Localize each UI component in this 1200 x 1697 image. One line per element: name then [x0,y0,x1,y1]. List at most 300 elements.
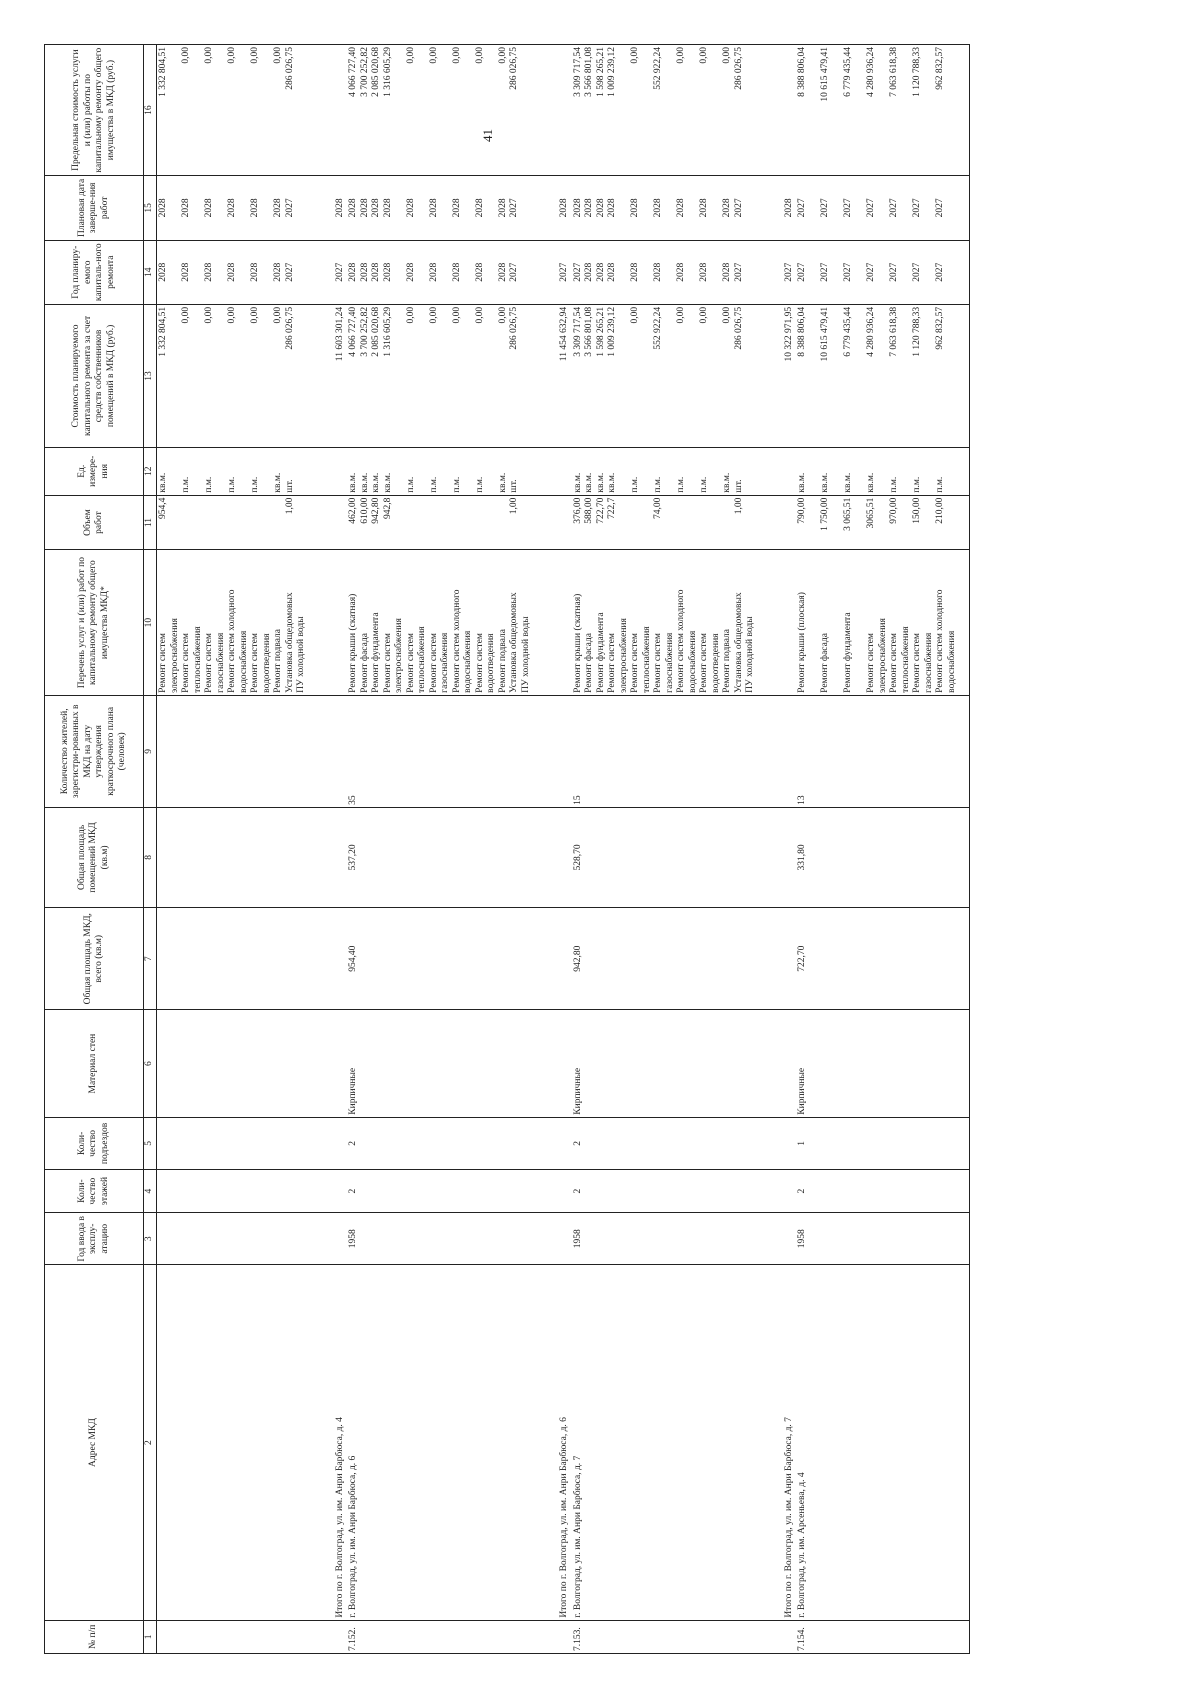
cell-line [855,307,867,445]
cell-line: кв.м. [722,472,732,493]
cell-line [688,307,700,445]
cell-col-15 [796,176,959,240]
cell-line [296,178,308,237]
cell-line: 1 009 239,12 [607,306,617,357]
cell-col-8 [758,807,797,907]
cell-line: 3 566 801,08 [584,47,594,97]
cell-line: 2028 [607,198,617,218]
cell-line: 0,00 [250,47,260,64]
cell-line: 2028 [783,198,794,218]
cell-line: Ремонт подвала [273,629,283,693]
cell-col-16 [533,45,572,176]
column-header-9: Количество жителей, зарегистри-рованных в МКД на дату утверждения краткосрочного плана (человек) [45,695,144,807]
bottom-cell [959,1620,970,1653]
cell-line: п.м. [474,476,485,493]
cell-line: 2028 [158,262,168,282]
cell-col-13 [347,304,533,447]
cell-line: 2028 [595,262,606,282]
cell-line [227,498,239,548]
column-header-10: Перечень услуг и (или) работ по капитальному ремонту общего имущества МКД* [45,550,144,695]
cell-line [855,498,867,548]
cell-line [711,243,723,302]
column-header-5: Коли-чество подъездов [45,1117,144,1169]
cell-line: 790,00 [797,497,807,524]
cell-line: п.м. [405,476,416,493]
total-row [309,45,348,1654]
cell-line: кв.м. [820,472,830,493]
cell-line: Установка общедомовых [284,592,295,693]
column-header-14: Год планиру-емого капиталь-ного ремонта [45,240,144,304]
cell-col-9 [758,695,797,807]
cell-col-4: 2 [347,1170,533,1213]
cell-line: 2027 [572,262,583,282]
table-row [347,45,533,1654]
cell-line [475,498,487,548]
cell-line: ПУ холодной воды [520,616,531,693]
cell-line: теплоснабжения [192,626,203,693]
cell-line [394,47,406,173]
cell-line [665,450,677,493]
cell-line: 962 832,57 [935,306,945,350]
cell-col-14 [758,240,797,304]
bottom-cell [959,304,970,447]
cell-col-3 [533,1213,572,1265]
cell-line [809,450,821,493]
cell-line [688,178,700,237]
cell-line [901,243,913,302]
cell-line: 2028 [405,262,416,282]
cell-col-5: 1 [796,1117,959,1169]
cell-line [832,552,844,692]
header-row [45,45,144,1654]
cell-line: 2028 [722,198,732,218]
cell-col-15 [533,176,572,240]
cell-line [619,243,631,302]
cell-line: 2028 [334,198,345,218]
cell-line [809,243,821,302]
cell-line: 1 598 265,21 [595,47,606,97]
cell-line: 6 779 435,44 [843,47,853,97]
cell-col-10 [572,550,758,695]
cell-line [193,498,205,548]
cell-col-3 [309,1213,348,1265]
cell-line: Ремонт систем [889,633,899,693]
cell-line: 1,00 [509,497,519,515]
cell-line: кв.м. [607,472,617,493]
cell-line: кв.м. [866,472,876,493]
cell-line: г. Волгоград, ул. им. Анри Барбюса, д. 6 [348,1455,358,1618]
cell-line [463,47,475,173]
cell-line: 2028 [158,198,168,218]
cell-line: 0,00 [722,306,732,324]
cell-line: ПУ холодной воды [296,616,306,693]
bottom-cell [959,447,970,495]
cell-line: 2028 [204,198,214,218]
cell-line [440,47,452,173]
cell-line: 0,00 [497,306,508,324]
cell-line: 8 388 806,04 [797,306,807,357]
cell-line: кв.м. [497,472,508,493]
cell-col-16 [572,45,758,176]
cell-col-7 [758,907,797,1009]
cell-line: 2028 [428,262,439,282]
cell-line [498,498,510,548]
cell-line [878,178,890,237]
cell-line: Ремонт систем [699,633,709,693]
column-number-1: 1 [144,1620,157,1653]
cell-line [417,498,429,548]
cell-col-6 [157,1010,309,1117]
cell-line: шт. [733,479,744,493]
cell-line [711,307,723,445]
cell-line [250,498,262,548]
cell-line: п.м. [451,476,462,493]
cell-line: 286 026,75 [509,47,519,90]
cell-line: 2028 [474,262,485,282]
cell-line [711,47,723,173]
cell-line: Установка общедомовых [509,592,519,693]
cell-col-9: 15 [572,695,758,807]
cell-line: водоотведения [486,633,496,693]
cell-line [486,178,498,237]
cell-col-7 [533,907,572,1009]
cell-line [832,307,844,445]
cell-line: Ремонт фундамента [371,612,381,693]
cell-col-16 [347,45,533,176]
column-number-7: 7 [144,907,157,1009]
cell-line: Итого по г. Волгоград, ул. им. Анри Барбюса, д. 7 [783,1417,794,1618]
cell-line: 1 316 605,29 [382,306,393,357]
cell-line: 8 388 806,04 [797,47,807,97]
cell-line: Ремонт систем холодного [935,589,945,693]
cell-line: 2028 [653,198,663,218]
cell-line: 2027 [783,262,794,282]
cell-line: 7 063 618,38 [889,306,899,357]
cell-line: 286 026,75 [284,47,295,90]
cell-line [924,450,936,493]
cell-line: Итого по г. Волгоград, ул. им. Анри Барбюса, д. 4 [334,1417,345,1618]
cell-line: 3 700 252,82 [359,306,370,357]
cell-line [947,307,959,445]
cell-col-5 [309,1117,348,1169]
cell-line: Ремонт фундамента [843,612,853,693]
cell-col-12 [309,447,348,495]
cell-col-9 [157,695,309,807]
cell-line [296,47,308,173]
cell-col-1 [758,1620,797,1653]
cell-line [440,178,452,237]
cell-line: 0,00 [474,306,485,324]
table-row [157,45,309,1654]
cell-col-2 [309,1265,348,1620]
cell-line [947,498,959,548]
cell-line: кв.м. [572,472,583,493]
cell-line: 10 322 971,95 [783,306,794,362]
table-row [796,45,959,1654]
cell-line: 954,4 [158,497,168,519]
cell-line [440,307,452,445]
cell-line [170,450,182,493]
cell-line: 11 454 632,94 [559,306,569,362]
cell-line [901,450,913,493]
cell-line [216,243,228,302]
cell-col-13 [796,304,959,447]
cell-col-11 [796,495,959,550]
cell-line: 0,00 [204,47,214,64]
column-header-3: Год ввода в эксплу-атацию [45,1213,144,1265]
cell-line: ПУ холодной воды [745,616,755,693]
cell-line [394,178,406,237]
cell-line: 1 750,00 [820,497,830,531]
cell-col-13 [533,304,572,447]
cell-line [440,243,452,302]
column-header-15: Плановая дата заверше-ния работ [45,176,144,240]
cell-line [878,307,890,445]
cell-line [619,498,631,548]
cell-line [619,307,631,445]
cell-line: 2028 [699,262,709,282]
cell-line [947,450,959,493]
cell-line [699,498,711,548]
cell-col-8: 331,80 [796,807,959,907]
cell-line: 2028 [405,198,416,218]
cell-line: кв.м. [348,472,358,493]
cell-line: 2028 [382,198,393,218]
cell-line [296,450,308,493]
cell-line [239,498,251,548]
cell-line [417,307,429,445]
column-header-12: Ед. измере-ния [45,447,144,495]
cell-line [878,498,890,548]
cell-line [832,450,844,493]
cell-line: 0,00 [497,47,508,64]
cell-line [665,178,677,237]
cell-line [711,498,723,548]
column-header-8: Общая площадь помещений МКД (кв.м) [45,807,144,907]
cell-col-13 [758,304,797,447]
cell-line: кв.м. [371,472,381,493]
cell-col-8: 528,70 [572,807,758,907]
cell-line [239,450,251,493]
cell-line: 0,00 [181,306,191,324]
cell-line: 2028 [451,198,462,218]
cell-line: Ремонт систем холодного [451,589,462,693]
cell-line: 286 026,75 [733,306,744,350]
cell-line: п.м. [204,476,214,493]
cell-line [440,450,452,493]
cell-col-8 [157,807,309,907]
column-number-8: 8 [144,807,157,907]
cell-col-1 [309,1620,348,1653]
cell-line: 2028 [497,198,508,218]
cell-line: 0,00 [405,306,416,324]
cell-line [463,307,475,445]
cell-line [262,307,274,445]
cell-line: 552 922,24 [653,47,663,90]
cell-line: Ремонт систем [653,633,663,693]
cell-col-2 [758,1265,797,1620]
cell-col-6: Кирпичные [796,1010,959,1117]
cell-col-7: 942,80 [572,907,758,1009]
cell-line [429,498,441,548]
column-number-9: 9 [144,695,157,807]
bottom-cell [959,45,970,176]
total-row [758,45,797,1654]
cell-line: 2028 [359,198,370,218]
cell-line: шт. [509,479,519,493]
cell-line: Ремонт фасада [820,633,830,693]
cell-line: 6 779 435,44 [843,306,853,357]
cell-col-9 [533,695,572,807]
cell-line: Ремонт систем [405,633,416,693]
cell-line: водоснабжения [946,630,957,693]
cell-col-11 [572,495,758,550]
cell-line: 2028 [559,198,569,218]
cell-line: 0,00 [451,47,462,64]
cell-line: газоснабжения [923,632,934,693]
bottom-cell [959,907,970,1009]
cell-col-2 [533,1265,572,1620]
cell-line: 7 063 618,38 [889,47,899,97]
cell-line: г. Волгоград, ул. им. Арсеньева, д. 4 [797,1472,807,1618]
cell-line: 0,00 [676,47,686,64]
cell-line: теплоснабжения [641,626,652,693]
cell-line: 2028 [348,262,358,282]
cell-col-13 [157,304,309,447]
cell-line: 2028 [227,262,237,282]
cell-col-14 [347,240,533,304]
cell-line: 286 026,75 [733,47,744,90]
bottom-cell [959,1265,970,1620]
cell-line: 610,00 [359,497,370,524]
cell-line: 2028 [676,262,686,282]
cell-line: 1 009 239,12 [607,47,617,97]
cell-line [809,307,821,445]
cell-line: 2028 [227,198,237,218]
cell-line: Ремонт систем [912,633,922,693]
cell-line: 970,00 [889,497,899,524]
cell-col-12 [572,447,758,495]
cell-line: 2027 [935,262,945,282]
cell-line: 3 065,51 [843,497,853,531]
cell-line [619,450,631,493]
cell-line [486,450,498,493]
cell-line: 1 598 265,21 [595,306,606,357]
cell-line [394,243,406,302]
cell-line: 4 280 936,24 [866,306,876,357]
column-header-7: Общая площадь МКД, всего (кв.м) [45,907,144,1009]
cell-line: 0,00 [250,306,260,324]
cell-line: 2028 [630,262,640,282]
bottom-cell [959,1170,970,1213]
cell-line [394,498,406,548]
cell-line: 0,00 [428,47,439,64]
bottom-cell [959,1010,970,1117]
cell-col-16 [758,45,797,176]
cell-line: теплоснабжения [900,626,911,693]
cell-line: Ремонт систем [428,633,439,693]
cell-col-14 [572,240,758,304]
column-number-16: 16 [144,45,157,176]
cell-line [642,307,654,445]
cell-line [832,47,844,173]
cell-col-12 [796,447,959,495]
cell-line: 2027 [935,198,945,218]
cell-line: п.м. [227,476,237,493]
cell-line: электроснабжения [169,618,180,693]
cell-line [745,450,757,493]
cell-line [296,498,308,548]
cell-col-5 [758,1117,797,1169]
cell-col-14 [309,240,348,304]
cell-col-1 [157,1620,309,1653]
cell-line: п.м. [676,476,686,493]
cell-line: водоотведения [710,633,721,693]
cell-col-9: 35 [347,695,533,807]
cell-col-8 [309,807,348,907]
cell-line: п.м. [250,476,260,493]
cell-line [901,47,913,173]
cell-line [924,307,936,445]
cell-line: 1 332 804,51 [158,47,168,97]
cell-col-6: Кирпичные [347,1010,533,1117]
cell-line: газоснабжения [440,632,450,693]
cell-line: кв.м. [158,472,168,493]
column-number-5: 5 [144,1117,157,1169]
cell-line: водоснабжения [463,630,473,693]
cell-line: 0,00 [273,306,283,324]
cell-line [394,307,406,445]
cell-col-10 [157,550,309,695]
cell-line: Ремонт крыши (скатная) [572,593,583,693]
cell-line: 2028 [699,198,709,218]
cell-line [855,552,867,692]
cell-line [745,47,757,173]
cell-line [642,47,654,173]
cell-line [665,47,677,173]
cell-line: кв.м. [359,472,370,493]
cell-line: 3 566 801,08 [584,306,594,357]
cell-line: 2028 [250,262,260,282]
cell-line [665,243,677,302]
cell-line [832,178,844,237]
cell-line [855,178,867,237]
cell-line [809,178,821,237]
cell-line: 0,00 [630,306,640,324]
cell-col-1: 7.152. [347,1620,533,1653]
cell-line [262,178,274,237]
cell-line [452,498,464,548]
cell-line [855,47,867,173]
cell-line: Ремонт систем [866,633,876,693]
cell-line: 2028 [676,198,686,218]
cell-col-5 [157,1117,309,1169]
cell-line [901,178,913,237]
cell-line: 0,00 [676,306,686,324]
cell-line: кв.м. [273,472,283,493]
cell-col-5: 2 [347,1117,533,1169]
bottom-cell [959,695,970,807]
cell-line: 2028 [250,198,260,218]
cell-col-16 [157,45,309,176]
capital-repair-table [44,44,970,1654]
cell-line: 210,00 [935,497,945,524]
cell-line [417,47,429,173]
cell-line: 150,00 [912,497,922,524]
cell-line: 2028 [572,198,583,218]
cell-line: 2028 [653,262,663,282]
cell-line [239,178,251,237]
